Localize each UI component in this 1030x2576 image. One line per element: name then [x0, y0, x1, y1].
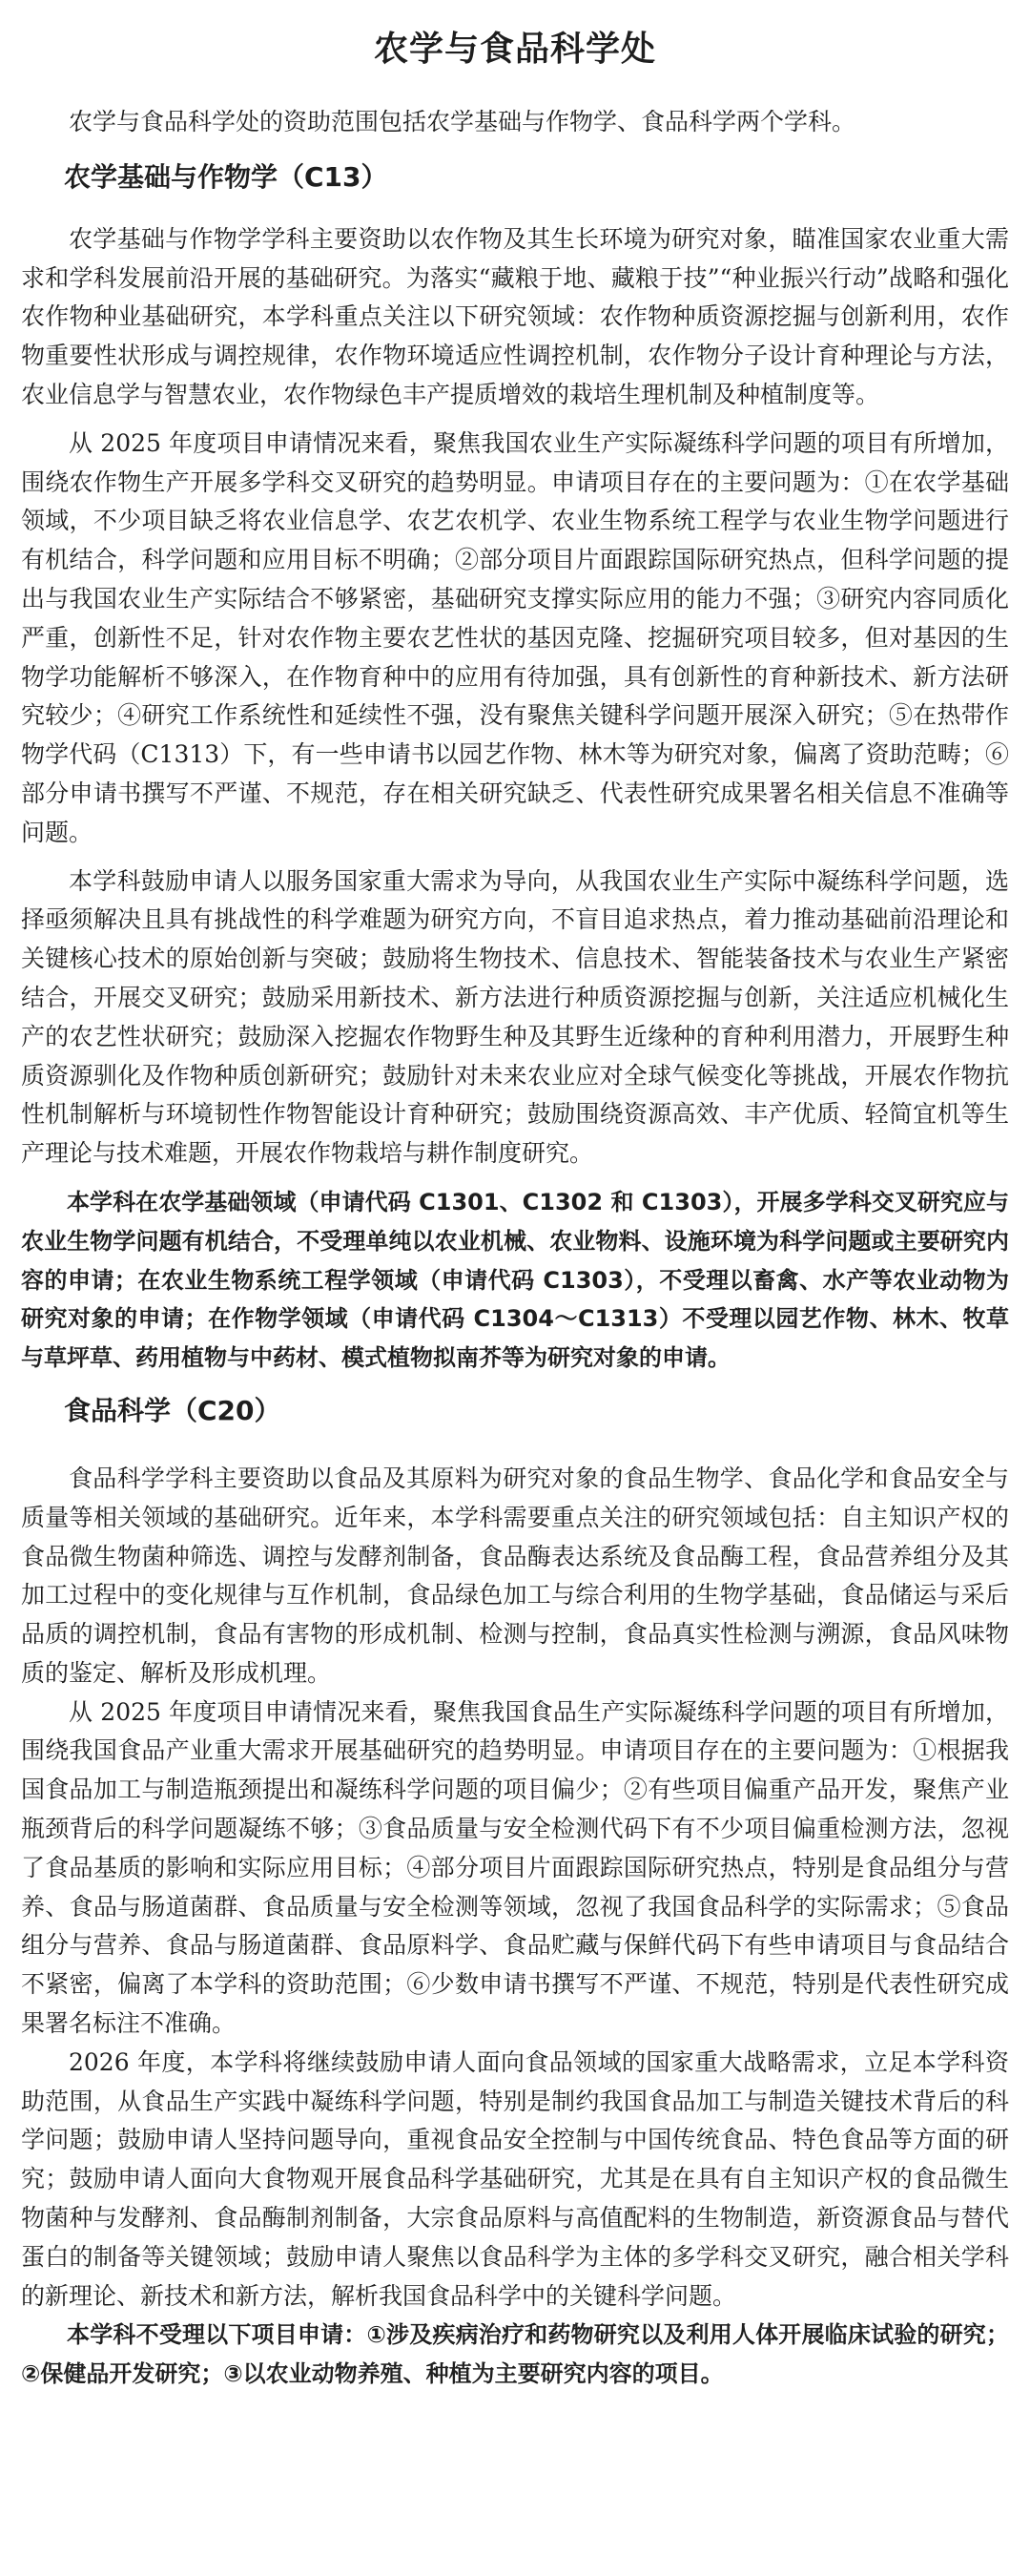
food-paragraph-4-bold: 本学科不受理以下项目申请：①涉及疾病治疗和药物研究以及利用人体开展临床试验的研究；②保健品开发研究；③以农业动物养殖、种植为主要研究内容的项目。 — [21, 2321, 1009, 2388]
page-title: 农学与食品科学处 — [373, 30, 656, 69]
intro-paragraph: 农学与食品科学处的资助范围包括农学基础与作物学、食品科学两个学科。 — [69, 108, 856, 135]
food-paragraph-2: 从 2025 年度项目申请情况来看，聚焦我国食品生产实际凝练科学问题的项目有所增加，围绕我国食品产业重大需求开展基础研究的趋势明显。申请项目存在的主要问题为：①根据我国食品加工与制造瓶颈提出和凝练科学问题的项目偏少；②有些项目偏重产品开发，聚焦产业瓶颈背后的科学问题凝练不够；③食品质量与安全检测代码下有不少项目偏重检测方法，忽视了食品基质的影响和实际应用目标；④部分项目片面跟踪国际研究热点，特别是食品组分与营养、食品与肠道菌群、食品质量与安全检测等领域，忽视了我国食品科学的实际需求；⑤食品组分与营养、食品与肠道菌群、食品原料学、食品贮藏与保鲜代码下有些申请项目与食品结合不紧密，偏离了本学科的资助范围；⑥少数申请书撰写不严谨、不规范，特别是代表性研究成果署名标注不准确。 — [21, 1697, 1009, 2038]
section-heading-agriculture: 农学基础与作物学（C13） — [64, 160, 388, 193]
agriculture-paragraph-4-bold: 本学科在农学基础领域（申请代码 C1301、C1302 和 C1303），开展多学科交叉研究应与农业生物学问题有机结合，不受理单纯以农业机械、农业物料、设施环境为科学问题或主要研究内容的申请；在农业生物系统工程学领域（申请代码 C1303），不受理以畜禽、水产等农业动物为研究对象的申请；在作物学领域（申请代码 C1304～C1313）不受理以园艺作物、林木、牧草与草坪草、药用植物与中药材、模式植物拟南芥等为研究对象的申请。 — [21, 1188, 1009, 1372]
food-paragraph-1: 食品科学学科主要资助以食品及其原料为研究对象的食品生物学、食品化学和食品安全与质量等相关领域的基础研究。近年来，本学科需要重点关注的研究领域包括：自主知识产权的食品微生物菌种筛选、调控与发酵剂制备，食品酶表达系统及食品酶工程，食品营养组分及其加工过程中的变化规律与互作机制，食品绿色加工与综合利用的生物学基础，食品储运与采后品质的调控机制，食品有害物的形成机制、检测与控制，食品真实性检测与溯源，食品风味物质的鉴定、解析及形成机理。 — [21, 1464, 1009, 1687]
food-paragraph-3: 2026 年度，本学科将继续鼓励申请人面向食品领域的国家重大战略需求，立足本学科资助范围，从食品生产实践中凝练科学问题，特别是制约我国食品加工与制造关键技术背后的科学问题；鼓励申请人坚持问题导向，重视食品安全控制与中国传统食品、特色食品等方面的研究；鼓励申请人面向大食物观开展食品科学基础研究，尤其是在具有自主知识产权的食品微生物菌种与发酵剂、食品酶制剂制备，大宗食品原料与高值配料的生物制造，新资源食品与替代蛋白的制备等关键领域；鼓励申请人聚焦以食品科学为主体的多学科交叉研究，融合相关学科的新理论、新技术和新方法，解析我国食品科学中的关键科学问题。 — [21, 2047, 1009, 2310]
agriculture-paragraph-3: 本学科鼓励申请人以服务国家重大需求为导向，从我国农业生产实际中凝练科学问题，选择亟须解决且具有挑战性的科学难题为研究方向，不盲目追求热点，着力推动基础前沿理论和关键核心技术的原始创新与突破；鼓励将生物技术、信息技术、智能装备技术与农业生产紧密结合，开展交叉研究；鼓励采用新技术、新方法进行种质资源挖掘与创新，关注适应机械化生产的农艺性状研究；鼓励深入挖掘农作物野生种及其野生近缘种的育种利用潜力，开展野生种质资源驯化及作物种质创新研究；鼓励针对未来农业应对全球气候变化等挑战，开展农作物抗性机制解析与环境韧性作物智能设计育种研究；鼓励围绕资源高效、丰产优质、轻简宜机等生产理论与技术难题，开展农作物栽培与耕作制度研究。 — [21, 866, 1009, 1168]
section-heading-food-science: 食品科学（C20） — [64, 1394, 281, 1426]
agriculture-paragraph-2: 从 2025 年度项目申请情况来看，聚焦我国农业生产实际凝练科学问题的项目有所增加，围绕农作物生产开展多学科交叉研究的趋势明显。申请项目存在的主要问题为：①在农学基础领域，不少项目缺乏将农业信息学、农艺农机学、农业生物系统工程学与农业生物学问题进行有机结合，科学问题和应用目标不明确；②部分项目片面跟踪国际研究热点，但科学问题的提出与我国农业生产实际结合不够紧密，基础研究支撑实际应用的能力不强；③研究内容同质化严重，创新性不足，针对农作物主要农艺性状的基因克隆、挖掘研究项目较多，但对基因的生物学功能解析不够深入，在作物育种中的应用有待加强，具有创新性的育种新技术、新方法研究较少；④研究工作系统性和延续性不强，没有聚焦关键科学问题开展深入研究；⑤在热带作物学代码（C1313）下，有一些申请书以园艺作物、林木等为研究对象，偏离了资助范畴；⑥部分申请书撰写不严谨、不规范，存在相关研究缺乏、代表性研究成果署名相关信息不准确等问题。 — [21, 428, 1009, 846]
agriculture-paragraph-1: 农学基础与作物学学科主要资助以农作物及其生长环境为研究对象，瞄准国家农业重大需求和学科发展前沿开展的基础研究。为落实“藏粮于地、藏粮于技”“种业振兴行动”战略和强化农作物种业基础研究，本学科重点关注以下研究领域：农作物种质资源挖掘与创新利用，农作物重要性状形成与调控规律，农作物环境适应性调控机制，农作物分子设计育种理论与方法，农业信息学与智慧农业，农作物绿色丰产提质增效的栽培生理机制及种植制度等。 — [21, 224, 1009, 408]
